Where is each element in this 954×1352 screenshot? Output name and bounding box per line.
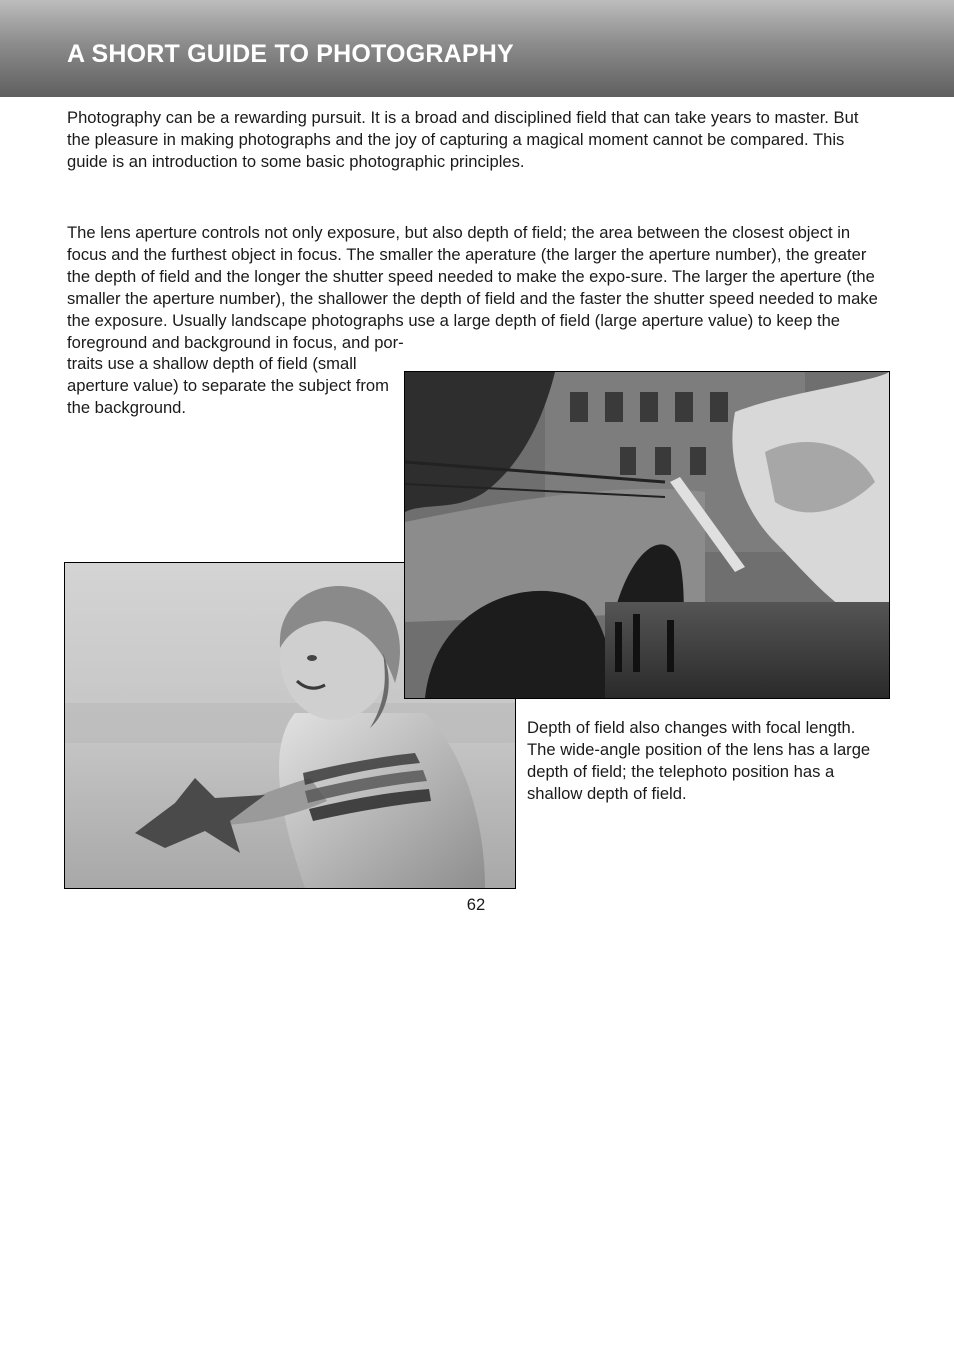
aperture-paragraph-continued: traits use a shallow depth of field (small aperture value) to separate the subject from the background. (67, 354, 389, 417)
page-header (0, 0, 954, 97)
aperture-paragraph: The lens aperture controls not only exposure, but also depth of field; the area between the closest object in focus and the furthest object in focus. The smaller the aperature (the larger the aperture number), the greater the depth of field and the longer the shutter speed needed to make the expo-sure. The larger the aperture (the smaller the aperture number), the shallower the depth of field and the faster the shutter speed needed to make the exposure. Usually landscape photographs use a large depth of field (large aperture value) to keep the foreground and background in focus, and por- (67, 223, 878, 352)
page-title: A SHORT GUIDE TO PHOTOGRAPHY (67, 40, 514, 68)
page-number: 62 (466, 895, 486, 914)
intro-paragraph: Photography can be a rewarding pursuit. It is a broad and disciplined field that can take years to master. But the pleasure in making photographs and the joy of capturing a magical moment cannot be compared. This guide is an introduction to some basic photographic principles. (67, 108, 859, 171)
focal-length-paragraph: Depth of field also changes with focal length. The wide-angle position of the lens has a large depth of field; the telephoto position has a shallow depth of field. (527, 718, 871, 803)
bridge-canal-photo (404, 371, 890, 699)
